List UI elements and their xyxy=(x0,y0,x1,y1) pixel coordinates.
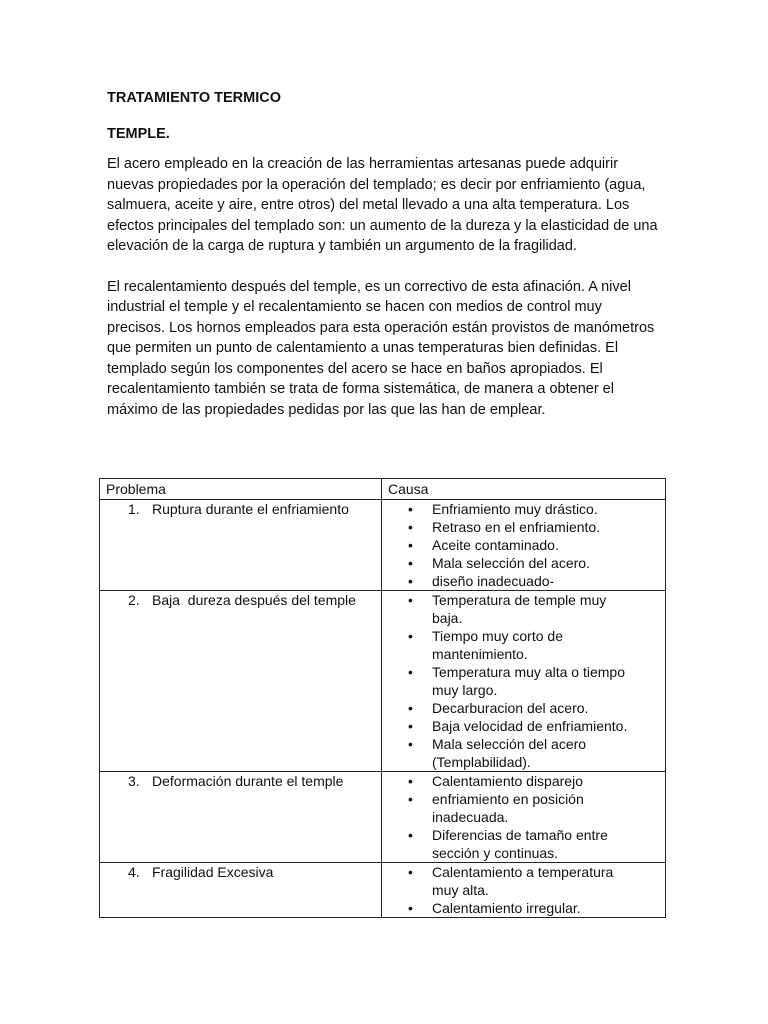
paragraph: El recalentamiento después del temple, es un correctivo de esta afinación. A nivel industrial el temple y el recalentamiento se hacen con medios de control muy precisos. Los hornos empleados para esta operación están provistos de manómetros que permiten un punto de calentamiento a unas temperaturas bien definidas. El templado según los componentes del acero se hace en baños apropiados. El recalentamiento también se trata de forma sistemática, de manera a obtener el máximo de las propiedades pedidas por las que las han de emplear. xyxy=(107,278,655,418)
cause-list xyxy=(388,500,659,590)
problem-number: 4. xyxy=(128,864,140,880)
header-causa: Causa xyxy=(382,479,666,500)
problem-text: Baja dureza después del temple xyxy=(152,592,356,608)
cause-item: • Diferencias de tamaño entre sección y continuas. xyxy=(408,826,632,862)
cause-list xyxy=(388,772,659,862)
cause-cell xyxy=(382,500,666,591)
cause-item: • Calentamiento disparejo xyxy=(408,772,659,790)
cause-item: • Mala selección del acero. xyxy=(408,554,659,572)
cause-item: • Baja velocidad de enfriamiento. xyxy=(408,717,659,735)
cause-item: • diseño inadecuado- xyxy=(408,572,659,590)
problem-text: Deformación durante el temple xyxy=(152,773,344,789)
cause-cell xyxy=(382,863,666,918)
cause-item: • Decarburacion del acero. xyxy=(408,699,659,717)
problem-number: 3. xyxy=(128,773,140,789)
cause-item: • Mala selección del acero (Templabilidad). xyxy=(408,735,622,771)
cause-item: • Calentamiento a temperatura muy alta. xyxy=(408,863,632,899)
document-body xyxy=(107,88,667,420)
cause-cell xyxy=(382,772,666,863)
cause-item: • Aceite contaminado. xyxy=(408,536,659,554)
cause-item: • Tiempo muy corto de mantenimiento. xyxy=(408,627,592,663)
document-title: TRATAMIENTO TERMICO xyxy=(107,90,281,106)
problem-cell xyxy=(100,772,382,863)
cause-item: • Enfriamiento muy drástico. xyxy=(408,500,659,518)
section-title: TEMPLE. xyxy=(107,126,170,142)
problem-number: 1. xyxy=(128,501,140,517)
problem-text: Fragilidad Excesiva xyxy=(152,864,274,880)
table-row xyxy=(100,500,666,591)
problem-text: Ruptura durante el enfriamiento xyxy=(152,501,349,517)
cause-item: • Calentamiento irregular. xyxy=(408,899,659,917)
table-row xyxy=(100,863,666,918)
header-problema: Problema xyxy=(100,479,382,500)
table-header-row xyxy=(100,479,666,500)
problem-cause-table xyxy=(99,478,665,918)
problem-cell xyxy=(100,863,382,918)
table-row xyxy=(100,591,666,772)
cause-item: • Retraso en el enfriamiento. xyxy=(408,518,659,536)
cause-item: • enfriamiento en posición inadecuada. xyxy=(408,790,592,826)
problem-number: 2. xyxy=(128,592,140,608)
problem-cell xyxy=(100,591,382,772)
cause-list xyxy=(388,591,659,771)
cause-item: • Temperatura de temple muy baja. xyxy=(408,591,612,627)
cause-item: • Temperatura muy alta o tiempo muy largo. xyxy=(408,663,632,699)
cause-cell xyxy=(382,591,666,772)
table-row xyxy=(100,772,666,863)
paragraph: El acero empleado en la creación de las herramientas artesanas puede adquirir nuevas propiedades por la operación del templado; es decir por enfriamiento (agua, salmuera, aceite y aire, entre otros) del metal llevado a una alta temperatura. Los efectos principales del templado son: un aumento de la dureza y la elasticidad de una elevación de la carga de ruptura y también un argumento de la fragilidad. xyxy=(107,156,658,254)
cause-list xyxy=(388,863,659,917)
problem-cell xyxy=(100,500,382,591)
